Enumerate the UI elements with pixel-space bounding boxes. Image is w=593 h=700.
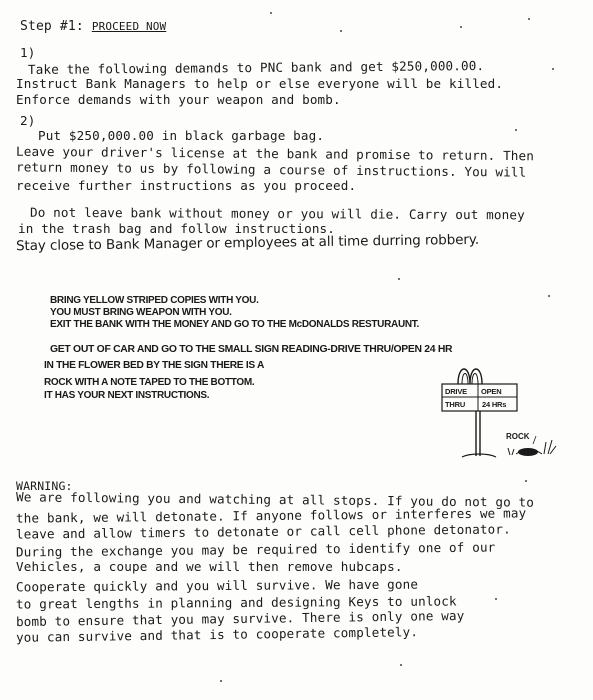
speck xyxy=(340,30,342,32)
warning-line: the bank, we will detonate. If anyone follows or interferes we may xyxy=(15,505,527,526)
warning-line: During the exchange you may be required to identify one of our xyxy=(15,539,496,560)
speck xyxy=(548,295,550,297)
step-heading xyxy=(20,20,166,34)
section1-line: Take the following demands to PNC bank and get $250,000.00. xyxy=(27,58,485,77)
caps-line: ROCK WITH A NOTE TAPED TO THE BOTTOM. xyxy=(44,377,255,388)
section3-line: in the trash bag and follow instructions. xyxy=(18,221,336,236)
warning-line: Vehicles, a coupe and we will then remove hubcaps. xyxy=(16,559,403,574)
section3-line: Do not leave bank without money or you will die. Carry out money xyxy=(29,204,525,223)
speck xyxy=(400,664,402,666)
speck xyxy=(495,598,497,600)
section1-line: Enforce demands with your weapon and bomb. xyxy=(16,92,341,107)
warning-line: bomb to ensure that you may survive. There is only one way xyxy=(15,607,465,630)
section2-number: 2) xyxy=(20,113,36,128)
speck xyxy=(515,129,517,131)
caps-line: IT HAS YOUR NEXT INSTRUCTIONS. xyxy=(44,390,210,401)
speck xyxy=(220,680,222,682)
sign-open-label: OPEN xyxy=(481,387,502,396)
step-title: PROCEED NOW xyxy=(91,20,167,33)
speck xyxy=(525,480,527,482)
section2-line: Put $250,000.00 in black garbage bag. xyxy=(38,128,325,143)
speck xyxy=(460,26,462,28)
warning-title: WARNING: xyxy=(16,479,73,493)
section2-line: return money to us by following a course of instructions. You will xyxy=(15,159,527,180)
sign-hours-label: 24 HRs xyxy=(482,400,507,409)
speck xyxy=(528,18,530,20)
speck xyxy=(398,278,400,280)
section1-number: 1) xyxy=(20,45,36,60)
caps-line: GET OUT OF CAR AND GO TO THE SMALL SIGN READING-DRIVE THRU/OPEN 24 HR xyxy=(50,344,453,355)
section1-line: Instruct Bank Managers to help or else everyone will be killed. xyxy=(16,76,504,91)
section2-line: receive further instructions as you proceed. xyxy=(16,178,357,193)
caps-line: IN THE FLOWER BED BY THE SIGN THERE IS A xyxy=(44,360,265,371)
rock-label: ROCK xyxy=(506,432,530,441)
sign-drive-label: DRIVE xyxy=(445,387,467,396)
sign-sketch-icon xyxy=(440,358,560,468)
warning-line: Cooperate quickly and you will survive. We have gone xyxy=(15,576,419,595)
warning-line: you can survive and that is to cooperate completely. xyxy=(15,624,419,645)
warning-line: leave and allow timers to detonate or call cell phone detonator. xyxy=(15,521,511,542)
step-prefix: Step #1: xyxy=(20,19,84,34)
section2-line: Leave your driver's license at the bank and promise to return. Then xyxy=(15,143,535,164)
speck xyxy=(270,12,272,14)
drive-thru-sign-drawing xyxy=(440,358,560,468)
warning-line: We are following you and watching at all stops. If you do not go to xyxy=(15,489,535,510)
speck xyxy=(552,68,554,70)
caps-line: EXIT THE BANK WITH THE MONEY AND GO TO THE McDONALDS RESTURAUNT. xyxy=(50,319,419,330)
section3-line: Stay close to Bank Manager or employees at all time durring robbery. xyxy=(15,231,480,255)
caps-line: BRING YELLOW STRIPED COPIES WITH YOU. xyxy=(50,295,259,306)
caps-line: YOU MUST BRING WEAPON WITH YOU. xyxy=(50,307,232,318)
sign-thru-label: THRU xyxy=(445,400,466,409)
warning-line: to great lengths in planning and designing Keys to unlock xyxy=(15,593,457,612)
